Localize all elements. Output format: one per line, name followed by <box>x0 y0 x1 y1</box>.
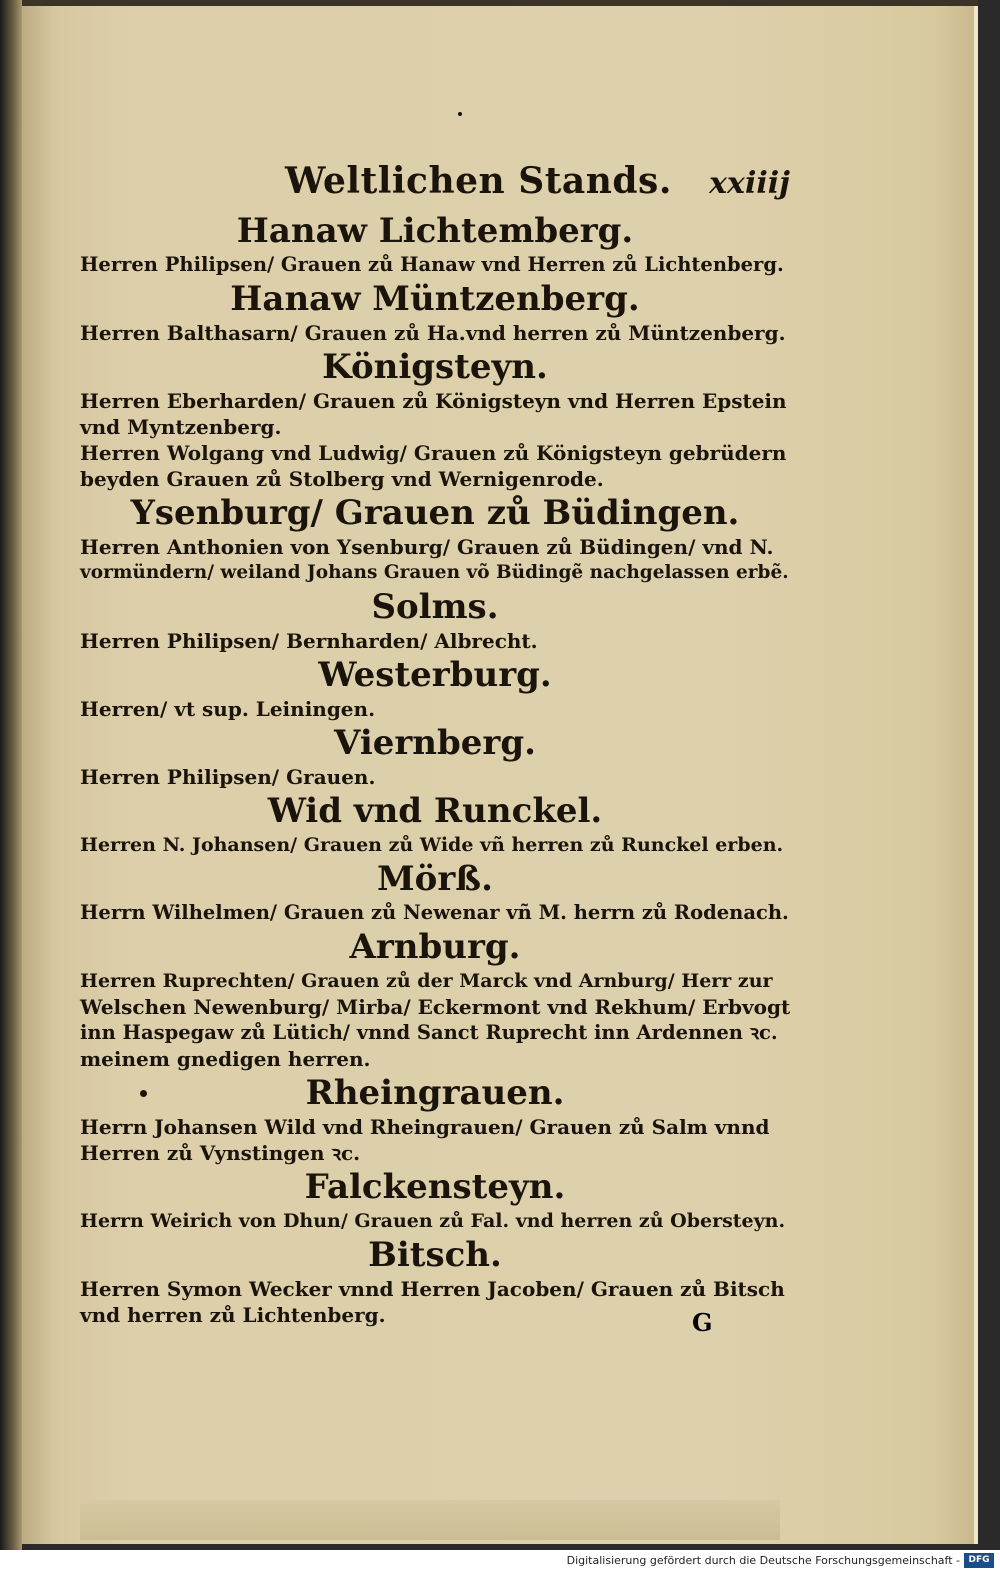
entry <box>80 654 790 722</box>
entry-heading: Königsteyn. <box>322 347 548 387</box>
page-gutter-shadow <box>0 0 22 1550</box>
entry-heading: Rheingrauen. <box>305 1073 565 1113</box>
entry-line: inn Haspegaw zů Lütich/ vnnd Sanct Ruprecht inn Ardennen ꝛc. <box>80 1021 778 1044</box>
entry <box>80 722 790 790</box>
entry-heading: Ysenburg/ Grauen zů Büdingen. <box>130 493 740 533</box>
funding-credit: Digitalisierung gefördert durch die Deutsche Forschungsgemeinschaft - <box>566 1554 960 1567</box>
entry-line: vnd herren zů Lichtenberg. <box>80 1303 386 1327</box>
entry-heading: Falckensteyn. <box>304 1167 566 1207</box>
footer-bar <box>0 1550 1000 1573</box>
entry-line: Herren Philipsen/ Grauen zů Hanaw vnd Herren zů Lichtenberg. <box>80 253 784 276</box>
entry <box>80 790 790 858</box>
entry-heading: Arnburg. <box>349 927 521 967</box>
dfg-logo: DFG <box>964 1553 994 1568</box>
entry-line: Herren Balthasarn/ Grauen zů Ha.vnd herren zů Müntzenberg. <box>80 321 786 345</box>
entry-heading: Westerburg. <box>318 655 552 695</box>
entry-line: Herren zů Vynstingen ꝛc. <box>80 1141 361 1165</box>
entry <box>80 1166 790 1234</box>
page-text-block <box>80 160 790 1328</box>
running-title: Weltlichen Stands. <box>285 160 672 202</box>
entry-line: Herren/ vt sup. Leiningen. <box>80 697 376 721</box>
entry-heading: Mörß. <box>377 859 493 899</box>
signature-mark: G <box>692 1308 713 1337</box>
entry-line: vormündern/ weiland Johans Grauen võ Büdingẽ nachgelassen erbẽ. <box>80 562 789 583</box>
entry-heading: Bitsch. <box>368 1235 502 1275</box>
entry-heading: Wid vnd Runckel. <box>267 791 603 831</box>
entry <box>80 492 790 586</box>
entry-line: Herren Ruprechten/ Grauen zů der Marck vnd Arnburg/ Herr zur <box>80 970 773 992</box>
entry-line: vnd Myntzenberg. <box>80 415 282 439</box>
entry-heading: Hanaw Lichtemberg. <box>236 211 634 251</box>
entry-line: Herren Eberharden/ Grauen zů Königsteyn vnd Herren Epstein <box>80 389 787 413</box>
entry <box>80 926 790 1072</box>
entry-heading: Viernberg. <box>334 723 536 763</box>
entry-line: Herrn Weirich von Dhun/ Grauen zů Fal. vnd herren zů Obersteyn. <box>80 1210 786 1232</box>
entry-line: Herrn Johansen Wild vnd Rheingrauen/ Grauen zů Salm vnnd <box>80 1115 770 1139</box>
entry-line: Herren Wolgang vnd Ludwig/ Grauen zů Königsteyn gebrüdern <box>80 441 787 465</box>
entry <box>80 346 790 492</box>
entry-line: beyden Grauen zů Stolberg vnd Wernigenrode. <box>80 467 604 491</box>
entry <box>80 278 790 346</box>
entry-line: Herren Symon Wecker vnnd Herren Jacoben/ Grauen zů Bitsch <box>80 1277 785 1301</box>
entry-line: Herren Philipsen/ Grauen. <box>80 765 376 789</box>
entry-line: Welschen Newenburg/ Mirba/ Eckermont vnd Rekhum/ Erbvogt <box>80 995 791 1019</box>
entry-heading: Solms. <box>371 587 499 627</box>
page-mark-dot <box>458 112 462 116</box>
entry-line: meinem gnedigen herren. <box>80 1047 371 1071</box>
entry <box>80 1234 790 1328</box>
running-head <box>80 160 790 210</box>
entry <box>80 1072 790 1166</box>
folio-number: xxiiij <box>709 166 790 201</box>
page-bottom-tab <box>80 1500 780 1540</box>
entry-list <box>80 210 790 1328</box>
entry-line: Herren Philipsen/ Bernharden/ Albrecht. <box>80 629 538 653</box>
entry <box>80 586 790 654</box>
entry-heading: Hanaw Müntzenberg. <box>230 279 640 319</box>
entry-line: Herren Anthonien von Ysenburg/ Grauen zů Büdingen/ vnd N. <box>80 535 774 559</box>
entry-line: Herrn Wilhelmen/ Grauen zů Newenar vñ M. herrn zů Rodenach. <box>80 901 789 924</box>
entry-line: Herren N. Johansen/ Grauen zů Wide vñ herren zů Runckel erben. <box>80 834 784 856</box>
entry <box>80 210 790 278</box>
entry <box>80 858 790 926</box>
